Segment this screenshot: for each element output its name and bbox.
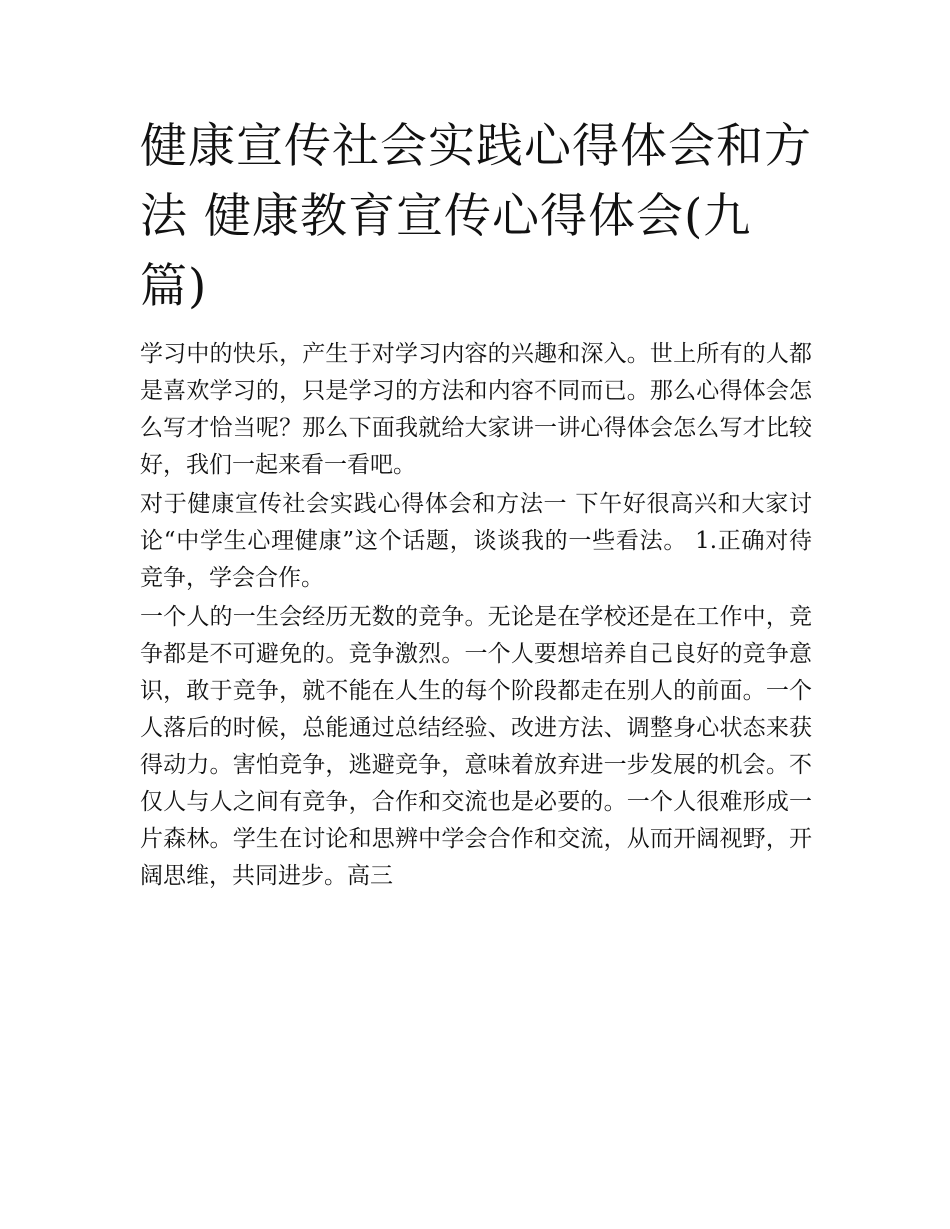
document-title: 健康宣传社会实践心得体会和方法 健康教育宣传心得体会(九篇) <box>140 119 812 314</box>
document-body <box>140 112 812 897</box>
paragraph-intro: 学习中的快乐，产生于对学习内容的兴趣和深入。世上所有的人都是喜欢学习的，只是学习的方法和内容不同而已。那么心得体会怎么写才恰当呢？那么下面我就给大家讲一讲心得体会怎么写才比较好，我们一起来看一看吧。 <box>140 341 812 478</box>
paragraph-opening: 对于健康宣传社会实践心得体会和方法一 下午好很高兴和大家讨论“中学生心理健康”这个话题，谈谈我的一些看法。 1.正确对待竞争，学会合作。 <box>140 491 812 591</box>
paragraph-competition: 一个人的一生会经历无数的竞争。无论是在学校还是在工作中，竞争都是不可避免的。竞争激烈。一个人要想培养自己良好的竞争意识，敢于竞争，就不能在人生的每个阶段都走在别人的前面。一个人落后的时候，总能通过总结经验、改进方法、调整身心状态来获得动力。害怕竞争，逃避竞争，意味着放弃进一步发展的机会。不仅人与人之间有竞争，合作和交流也是必要的。一个人很难形成一片森林。学生在讨论和思辨中学会合作和交流，从而开阔视野，开阔思维，共同进步。高三 <box>140 604 812 889</box>
